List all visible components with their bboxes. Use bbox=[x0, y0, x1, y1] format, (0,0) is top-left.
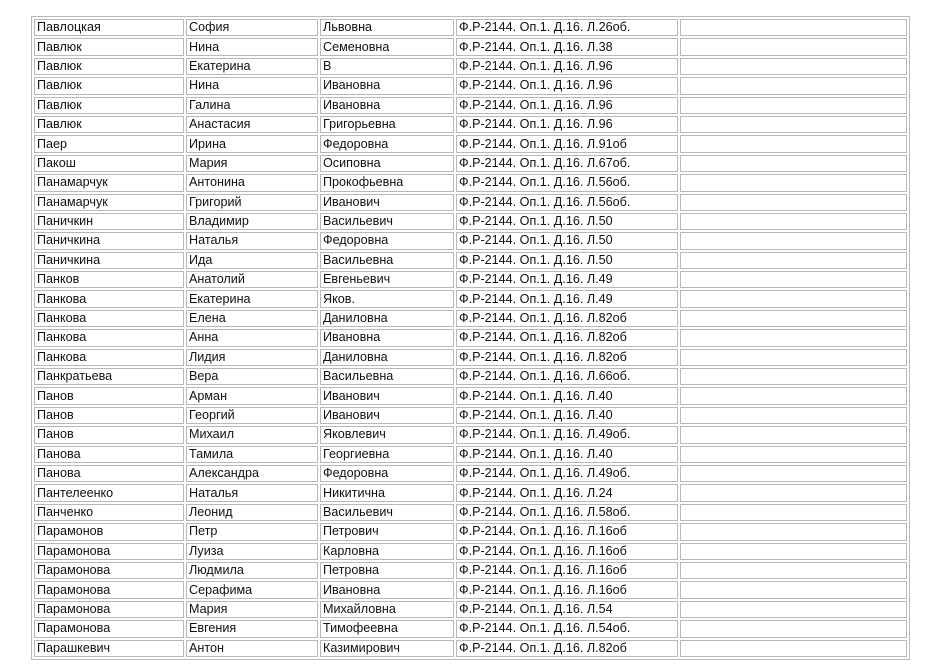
surname-cell: Павлюк bbox=[34, 58, 184, 75]
note-cell bbox=[680, 155, 907, 172]
patronymic-cell: Георгиевна bbox=[320, 446, 454, 463]
archive-reference-cell: Ф.Р-2144. Оп.1. Д.16. Л.40 bbox=[456, 407, 678, 424]
patronymic-cell: Никитична bbox=[320, 484, 454, 501]
name-cell: Луиза bbox=[186, 543, 318, 560]
note-cell bbox=[680, 310, 907, 327]
name-cell: Антонина bbox=[186, 174, 318, 191]
patronymic-cell: Карловна bbox=[320, 543, 454, 560]
archive-reference-cell: Ф.Р-2144. Оп.1. Д.16. Л.96 bbox=[456, 77, 678, 94]
table-row bbox=[34, 155, 907, 172]
name-cell: Анастасия bbox=[186, 116, 318, 133]
archive-reference-cell: Ф.Р-2144. Оп.1. Д.16. Л.16об bbox=[456, 581, 678, 598]
note-cell bbox=[680, 465, 907, 482]
table-row bbox=[34, 446, 907, 463]
note-cell bbox=[680, 640, 907, 657]
table-row bbox=[34, 310, 907, 327]
note-cell bbox=[680, 581, 907, 598]
patronymic-cell: Ивановна bbox=[320, 97, 454, 114]
patronymic-cell: Иванович bbox=[320, 407, 454, 424]
name-cell: Антон bbox=[186, 640, 318, 657]
table-row bbox=[34, 465, 907, 482]
archive-reference-cell: Ф.Р-2144. Оп.1. Д.16. Л.49об. bbox=[456, 426, 678, 443]
patronymic-cell: Казимирович bbox=[320, 640, 454, 657]
table-row bbox=[34, 116, 907, 133]
patronymic-cell: Петровна bbox=[320, 562, 454, 579]
surname-cell: Павлюк bbox=[34, 97, 184, 114]
surname-cell: Панкова bbox=[34, 290, 184, 307]
archive-reference-cell: Ф.Р-2144. Оп.1. Д.16. Л.96 bbox=[456, 58, 678, 75]
name-cell: Владимир bbox=[186, 213, 318, 230]
surname-cell: Парамонова bbox=[34, 601, 184, 618]
patronymic-cell: Григорьевна bbox=[320, 116, 454, 133]
patronymic-cell: Федоровна bbox=[320, 465, 454, 482]
archive-reference-cell: Ф.Р-2144. Оп.1. Д.16. Л.16об bbox=[456, 562, 678, 579]
name-cell: Нина bbox=[186, 77, 318, 94]
archive-reference-cell: Ф.Р-2144. Оп.1. Д.16. Л.58об. bbox=[456, 504, 678, 521]
name-cell: Нина bbox=[186, 38, 318, 55]
patronymic-cell: Яков. bbox=[320, 290, 454, 307]
table-row bbox=[34, 562, 907, 579]
note-cell bbox=[680, 601, 907, 618]
table-row bbox=[34, 77, 907, 94]
table-row bbox=[34, 349, 907, 366]
name-cell: Михаил bbox=[186, 426, 318, 443]
surname-cell: Панкратьева bbox=[34, 368, 184, 385]
surname-cell: Павлюк bbox=[34, 77, 184, 94]
patronymic-cell: Федоровна bbox=[320, 232, 454, 249]
archive-reference-cell: Ф.Р-2144. Оп.1. Д.16. Л.49об. bbox=[456, 465, 678, 482]
name-cell: Елена bbox=[186, 310, 318, 327]
surname-cell: Пакош bbox=[34, 155, 184, 172]
note-cell bbox=[680, 543, 907, 560]
note-cell bbox=[680, 213, 907, 230]
name-cell: Наталья bbox=[186, 232, 318, 249]
patronymic-cell: Федоровна bbox=[320, 135, 454, 152]
note-cell bbox=[680, 194, 907, 211]
table-row bbox=[34, 252, 907, 269]
note-cell bbox=[680, 116, 907, 133]
table-row bbox=[34, 290, 907, 307]
surname-cell: Панов bbox=[34, 387, 184, 404]
table-row bbox=[34, 135, 907, 152]
archive-reference-cell: Ф.Р-2144. Оп.1. Д.16. Л.49 bbox=[456, 271, 678, 288]
name-cell: Тамила bbox=[186, 446, 318, 463]
name-cell: Людмила bbox=[186, 562, 318, 579]
note-cell bbox=[680, 135, 907, 152]
note-cell bbox=[680, 562, 907, 579]
name-cell: Лидия bbox=[186, 349, 318, 366]
archive-reference-cell: Ф.Р-2144. Оп.1. Д.16. Л.91об bbox=[456, 135, 678, 152]
note-cell bbox=[680, 368, 907, 385]
patronymic-cell: Ивановна bbox=[320, 329, 454, 346]
surname-cell: Панамарчук bbox=[34, 174, 184, 191]
name-cell: Петр bbox=[186, 523, 318, 540]
patronymic-cell: Семеновна bbox=[320, 38, 454, 55]
archive-reference-cell: Ф.Р-2144. Оп.1. Д.16. Л.49 bbox=[456, 290, 678, 307]
surname-cell: Паничкина bbox=[34, 232, 184, 249]
note-cell bbox=[680, 174, 907, 191]
surname-cell: Павлоцкая bbox=[34, 19, 184, 36]
note-cell bbox=[680, 523, 907, 540]
surname-cell: Панков bbox=[34, 271, 184, 288]
archive-reference-cell: Ф.Р-2144. Оп.1. Д.16. Л.40 bbox=[456, 446, 678, 463]
registry-sheet bbox=[31, 16, 910, 660]
note-cell bbox=[680, 620, 907, 637]
surname-cell: Панкова bbox=[34, 329, 184, 346]
patronymic-cell: Ивановна bbox=[320, 581, 454, 598]
name-cell: Серафима bbox=[186, 581, 318, 598]
patronymic-cell: Васильевич bbox=[320, 504, 454, 521]
note-cell bbox=[680, 97, 907, 114]
note-cell bbox=[680, 446, 907, 463]
name-cell: Мария bbox=[186, 155, 318, 172]
archive-reference-cell: Ф.Р-2144. Оп.1. Д.16. Л.56об. bbox=[456, 194, 678, 211]
surname-cell: Павлюк bbox=[34, 38, 184, 55]
registry-table-body bbox=[34, 19, 907, 657]
table-row bbox=[34, 523, 907, 540]
patronymic-cell: Прокофьевна bbox=[320, 174, 454, 191]
note-cell bbox=[680, 504, 907, 521]
name-cell: Арман bbox=[186, 387, 318, 404]
archive-reference-cell: Ф.Р-2144. Оп.1. Д.16. Л.96 bbox=[456, 97, 678, 114]
table-row bbox=[34, 213, 907, 230]
name-cell: Александра bbox=[186, 465, 318, 482]
table-row bbox=[34, 368, 907, 385]
name-cell: Григорий bbox=[186, 194, 318, 211]
archive-reference-cell: Ф.Р-2144. Оп.1. Д.16. Л.16об bbox=[456, 523, 678, 540]
surname-cell: Панова bbox=[34, 446, 184, 463]
patronymic-cell: Львовна bbox=[320, 19, 454, 36]
note-cell bbox=[680, 290, 907, 307]
archive-reference-cell: Ф.Р-2144. Оп.1. Д.16. Л.82об bbox=[456, 329, 678, 346]
patronymic-cell: Васильевна bbox=[320, 252, 454, 269]
surname-cell: Пантелеенко bbox=[34, 484, 184, 501]
patronymic-cell: Яковлевич bbox=[320, 426, 454, 443]
surname-cell: Павлюк bbox=[34, 116, 184, 133]
archive-reference-cell: Ф.Р-2144. Оп.1. Д.16. Л.40 bbox=[456, 387, 678, 404]
table-row bbox=[34, 407, 907, 424]
patronymic-cell: Осиповна bbox=[320, 155, 454, 172]
name-cell: Анатолий bbox=[186, 271, 318, 288]
archive-reference-cell: Ф.Р-2144. Оп.1. Д.16. Л.66об. bbox=[456, 368, 678, 385]
name-cell: Евгения bbox=[186, 620, 318, 637]
note-cell bbox=[680, 19, 907, 36]
surname-cell: Парамонова bbox=[34, 620, 184, 637]
table-row bbox=[34, 174, 907, 191]
note-cell bbox=[680, 407, 907, 424]
patronymic-cell: Михайловна bbox=[320, 601, 454, 618]
patronymic-cell: Даниловна bbox=[320, 349, 454, 366]
archive-reference-cell: Ф.Р-2144. Оп.1. Д.16. Л.50 bbox=[456, 252, 678, 269]
note-cell bbox=[680, 426, 907, 443]
patronymic-cell: В bbox=[320, 58, 454, 75]
note-cell bbox=[680, 484, 907, 501]
note-cell bbox=[680, 329, 907, 346]
table-row bbox=[34, 97, 907, 114]
name-cell: София bbox=[186, 19, 318, 36]
archive-reference-cell: Ф.Р-2144. Оп.1. Д.16. Л.54об. bbox=[456, 620, 678, 637]
surname-cell: Панов bbox=[34, 426, 184, 443]
note-cell bbox=[680, 349, 907, 366]
surname-cell: Парамонова bbox=[34, 562, 184, 579]
surname-cell: Панамарчук bbox=[34, 194, 184, 211]
patronymic-cell: Петрович bbox=[320, 523, 454, 540]
table-row bbox=[34, 58, 907, 75]
surname-cell: Парамонова bbox=[34, 581, 184, 598]
table-row bbox=[34, 387, 907, 404]
archive-reference-cell: Ф.Р-2144. Оп.1. Д.16. Л.67об. bbox=[456, 155, 678, 172]
name-cell: Вера bbox=[186, 368, 318, 385]
note-cell bbox=[680, 232, 907, 249]
archive-reference-cell: Ф.Р-2144. Оп.1. Д.16. Л.54 bbox=[456, 601, 678, 618]
archive-reference-cell: Ф.Р-2144. Оп.1. Д.16. Л.50 bbox=[456, 232, 678, 249]
surname-cell: Парамонова bbox=[34, 543, 184, 560]
archive-reference-cell: Ф.Р-2144. Оп.1. Д.16. Л.50 bbox=[456, 213, 678, 230]
patronymic-cell: Тимофеевна bbox=[320, 620, 454, 637]
name-cell: Ида bbox=[186, 252, 318, 269]
patronymic-cell: Ивановна bbox=[320, 77, 454, 94]
table-row bbox=[34, 426, 907, 443]
note-cell bbox=[680, 77, 907, 94]
name-cell: Леонид bbox=[186, 504, 318, 521]
surname-cell: Паер bbox=[34, 135, 184, 152]
archive-reference-cell: Ф.Р-2144. Оп.1. Д.16. Л.82об bbox=[456, 349, 678, 366]
note-cell bbox=[680, 38, 907, 55]
table-row bbox=[34, 271, 907, 288]
name-cell: Галина bbox=[186, 97, 318, 114]
table-row bbox=[34, 329, 907, 346]
note-cell bbox=[680, 271, 907, 288]
surname-cell: Панкова bbox=[34, 310, 184, 327]
surname-cell: Панов bbox=[34, 407, 184, 424]
table-row bbox=[34, 38, 907, 55]
table-row bbox=[34, 232, 907, 249]
table-row bbox=[34, 543, 907, 560]
archive-reference-cell: Ф.Р-2144. Оп.1. Д.16. Л.24 bbox=[456, 484, 678, 501]
surname-cell: Панова bbox=[34, 465, 184, 482]
table-row bbox=[34, 19, 907, 36]
archive-reference-cell: Ф.Р-2144. Оп.1. Д.16. Л.38 bbox=[456, 38, 678, 55]
surname-cell: Панкова bbox=[34, 349, 184, 366]
name-cell: Мария bbox=[186, 601, 318, 618]
note-cell bbox=[680, 252, 907, 269]
patronymic-cell: Евгеньевич bbox=[320, 271, 454, 288]
name-cell: Екатерина bbox=[186, 58, 318, 75]
surname-cell: Паничкина bbox=[34, 252, 184, 269]
archive-reference-cell: Ф.Р-2144. Оп.1. Д.16. Л.82об bbox=[456, 310, 678, 327]
table-row bbox=[34, 581, 907, 598]
surname-cell: Парамонов bbox=[34, 523, 184, 540]
archive-reference-cell: Ф.Р-2144. Оп.1. Д.16. Л.96 bbox=[456, 116, 678, 133]
surname-cell: Панченко bbox=[34, 504, 184, 521]
name-cell: Георгий bbox=[186, 407, 318, 424]
surname-cell: Парашкевич bbox=[34, 640, 184, 657]
registry-table bbox=[31, 16, 910, 660]
table-row bbox=[34, 640, 907, 657]
archive-reference-cell: Ф.Р-2144. Оп.1. Д.16. Л.82об bbox=[456, 640, 678, 657]
patronymic-cell: Васильевич bbox=[320, 213, 454, 230]
patronymic-cell: Васильевна bbox=[320, 368, 454, 385]
patronymic-cell: Иванович bbox=[320, 387, 454, 404]
table-row bbox=[34, 484, 907, 501]
table-row bbox=[34, 194, 907, 211]
archive-reference-cell: Ф.Р-2144. Оп.1. Д.16. Л.56об. bbox=[456, 174, 678, 191]
table-row bbox=[34, 620, 907, 637]
name-cell: Ирина bbox=[186, 135, 318, 152]
name-cell: Екатерина bbox=[186, 290, 318, 307]
archive-reference-cell: Ф.Р-2144. Оп.1. Д.16. Л.16об bbox=[456, 543, 678, 560]
surname-cell: Паничкин bbox=[34, 213, 184, 230]
note-cell bbox=[680, 387, 907, 404]
patronymic-cell: Даниловна bbox=[320, 310, 454, 327]
name-cell: Наталья bbox=[186, 484, 318, 501]
note-cell bbox=[680, 58, 907, 75]
table-row bbox=[34, 504, 907, 521]
name-cell: Анна bbox=[186, 329, 318, 346]
table-row bbox=[34, 601, 907, 618]
archive-reference-cell: Ф.Р-2144. Оп.1. Д.16. Л.26об. bbox=[456, 19, 678, 36]
patronymic-cell: Иванович bbox=[320, 194, 454, 211]
